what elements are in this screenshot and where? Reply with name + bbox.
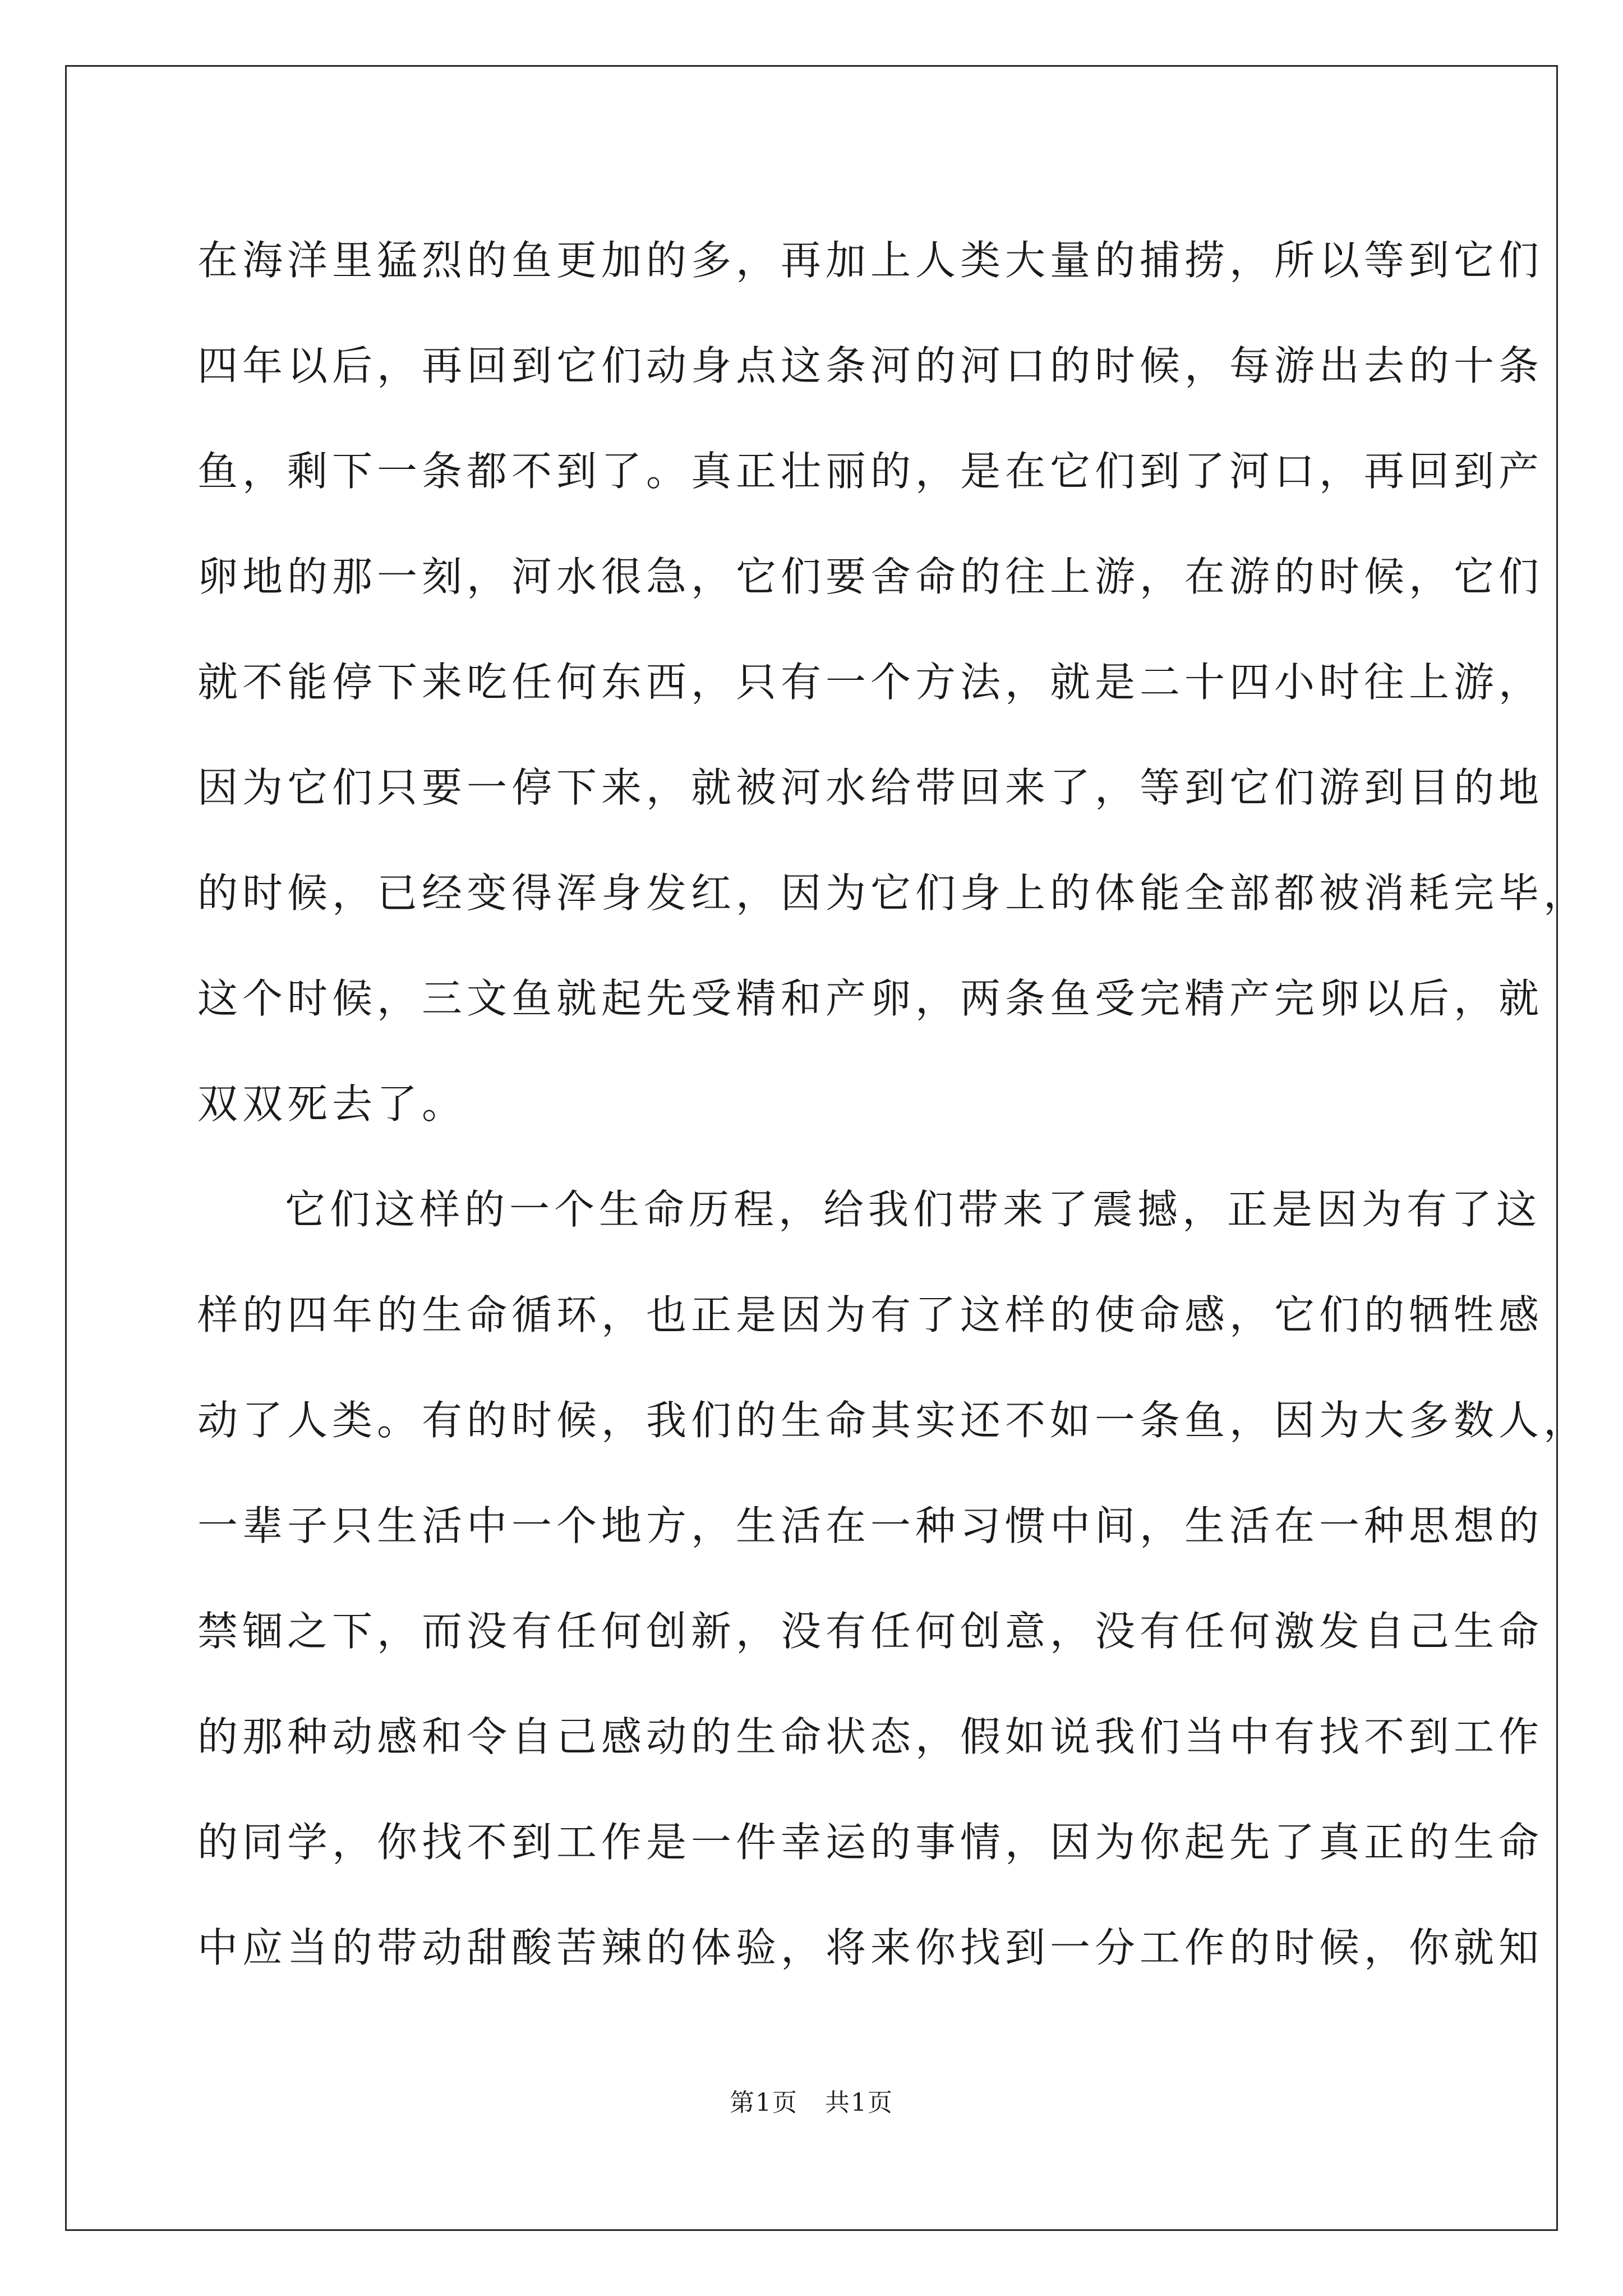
paragraph-start-line: 它们这样的一个生命历程，给我们带来了震撼，正是因为有了这 xyxy=(285,1186,1542,1233)
text-line: 双双死去了。 xyxy=(197,1080,467,1128)
text-line: 就不能停下来吃任何东西，只有一个方法，就是二十四小时往上游， xyxy=(197,659,1544,706)
body-text xyxy=(197,208,1589,2000)
text-line: 样的四年的生命循环，也正是因为有了这样的使命感，它们的牺牲感 xyxy=(197,1291,1544,1338)
text-line: 鱼，剩下一条都不到了。真正壮丽的，是在它们到了河口，再回到产 xyxy=(197,448,1544,495)
text-line: 因为它们只要一停下来，就被河水给带回来了，等到它们游到目的地 xyxy=(197,764,1544,811)
page-number-footer: 第1页 共1页 xyxy=(730,2088,893,2117)
text-line: 这个时候，三文鱼就起先受精和产卵，两条鱼受完精产完卵以后，就 xyxy=(197,975,1544,1022)
text-line: 的时候，已经变得浑身发红，因为它们身上的体能全部都被消耗完毕， xyxy=(197,869,1589,917)
text-line: 中应当的带动甜酸苦辣的体验，将来你找到一分工作的时候，你就知 xyxy=(197,1924,1544,1971)
text-line: 的同学，你找不到工作是一件幸运的事情，因为你起先了真正的生命 xyxy=(197,1819,1544,1866)
text-line: 卵地的那一刻，河水很急，它们要舍命的往上游，在游的时候，它们 xyxy=(197,553,1544,600)
text-line: 在海洋里猛烈的鱼更加的多，再加上人类大量的捕捞，所以等到它们 xyxy=(197,237,1544,284)
text-line: 一辈子只生活中一个地方，生活在一种习惯中间，生活在一种思想的 xyxy=(197,1502,1544,1549)
text-line: 的那种动感和令自己感动的生命状态，假如说我们当中有找不到工作 xyxy=(197,1713,1544,1760)
text-line: 禁锢之下，而没有任何创新，没有任何创意，没有任何激发自己生命 xyxy=(197,1608,1544,1655)
text-line: 四年以后，再回到它们动身点这条河的河口的时候，每游出去的十条 xyxy=(197,342,1544,389)
text-line: 动了人类。有的时候，我们的生命其实还不如一条鱼，因为大多数人， xyxy=(197,1397,1589,1444)
